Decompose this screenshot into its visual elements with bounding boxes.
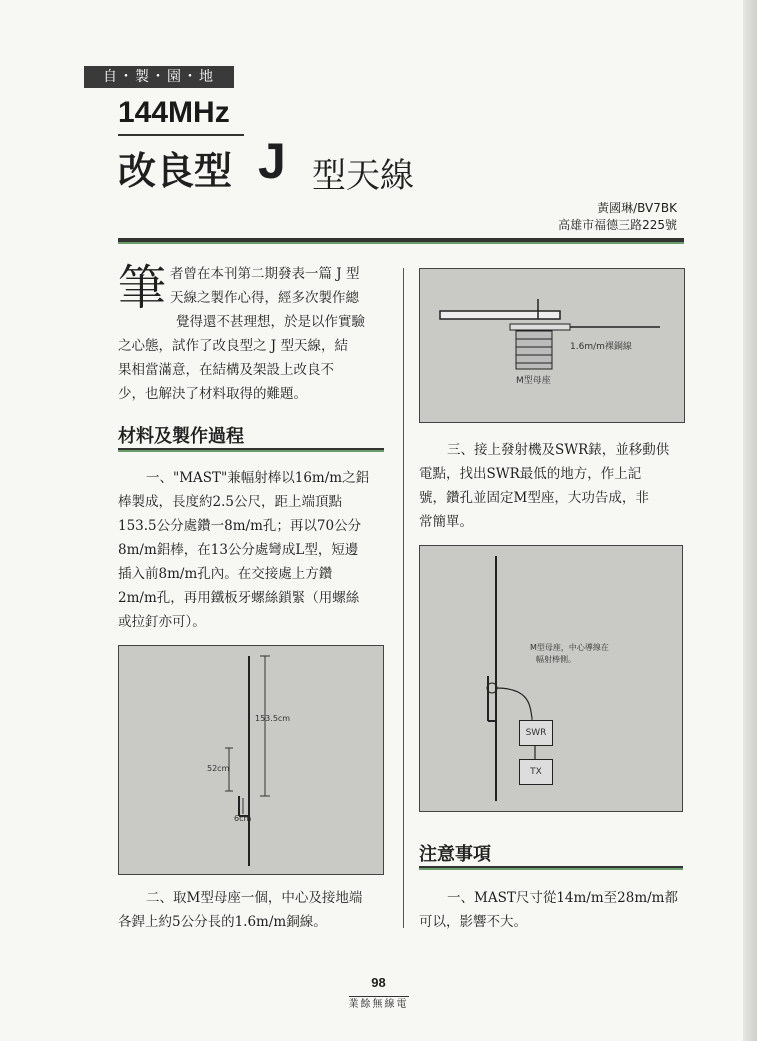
magazine-name-text: 業餘無線電: [349, 996, 409, 1010]
antenna-drawing: [119, 646, 383, 874]
coax-cable: [496, 688, 532, 718]
para-line: 常簡單。: [419, 514, 473, 530]
title-prefix: 改良型: [118, 149, 233, 193]
intro-line: 者曾在本刊第二期發表一篇 J 型: [170, 266, 360, 282]
intro-lines-indented: [170, 262, 384, 310]
intro-line: 天線之製作心得，經多次製作總: [170, 290, 359, 306]
materials-paragraph: [118, 466, 384, 634]
para-line: 2m/m孔，再用鐵板牙螺絲鎖緊（用螺絲: [118, 590, 360, 606]
intro-lines-full: [118, 334, 384, 406]
para-line: 8m/m鋁棒，在13公分處彎成L型，短邊: [118, 542, 359, 558]
para-line: 或拉釘亦可）。: [118, 614, 206, 630]
para-line: 153.5公分處鑽一8m/m孔；再以70公分: [118, 518, 362, 534]
para-line: 棒製成，長度約2.5公尺，距上端頂點: [118, 494, 342, 510]
feed-note-line: 幅射棒側。: [536, 655, 576, 664]
drop-cap: 筆: [118, 260, 167, 316]
para-line: 電點，找出SWR最低的地方，作上記: [419, 466, 642, 482]
intro-line: 果相當滿意，在結構及架設上改良不: [118, 362, 334, 378]
label-m-socket: M型母座: [516, 376, 551, 386]
figure-socket-detail: [419, 268, 685, 423]
feed-note-line: M型母座，中心導線在: [530, 643, 609, 652]
intro-line: 少，也解決了材料取得的難題。: [118, 386, 307, 402]
para-line: 二、取M型母座一個，中心及接地端: [146, 890, 363, 906]
author-block: [558, 200, 677, 234]
feed-note: [530, 642, 609, 666]
intro-line-3: 覺得還不甚理想，於是以作實驗: [176, 314, 365, 330]
intro-line: 之心態，試作了改良型之 J 型天線，結: [118, 338, 348, 354]
notes-paragraph: [419, 886, 685, 934]
label-52cm: 52cm: [207, 764, 230, 773]
section-rule: [118, 448, 384, 452]
section-rule: [419, 866, 683, 870]
section-title-notes: 注意事項: [419, 844, 491, 865]
label-153-5cm: 153.5cm: [255, 714, 291, 723]
header-divider: [118, 238, 684, 244]
title-underline: [118, 134, 244, 136]
title-j-letter: J: [258, 133, 286, 189]
column-divider: [403, 268, 404, 928]
figure-swr-setup: [419, 545, 683, 812]
section-title-materials: 材料及製作過程: [118, 426, 244, 447]
page-number: 98: [371, 975, 386, 990]
socket-plate: [510, 324, 570, 330]
tx-box: TX: [519, 759, 553, 785]
title-suffix: 型天線: [312, 156, 414, 196]
para-line: 可以，影響不大。: [419, 914, 527, 930]
title-frequency: 144MHz: [118, 96, 230, 129]
author-address: 高雄市福德三路225號: [558, 218, 677, 232]
swr-box: SWR: [519, 720, 553, 746]
figure-antenna-dimensions: [118, 645, 384, 875]
para-line: 一、"MAST"兼幅射棒以16m/m之鋁: [146, 470, 370, 486]
tuning-paragraph: [419, 438, 685, 534]
para-line: 號，鑽孔並固定M型座，大功告成，非: [419, 490, 649, 506]
magazine-name: [0, 995, 757, 1010]
para-line: 插入前8m/m孔內。在交接處上方鑽: [118, 566, 333, 582]
socket-paragraph: [118, 886, 384, 934]
label-6cm: 6cm: [234, 814, 252, 823]
author-name: 黃國琳/BV7BK: [597, 201, 677, 215]
para-line: 三、接上發射機及SWR錶，並移動供: [447, 442, 670, 458]
label-copper-wire: 1.6m/m裸銅線: [570, 342, 632, 352]
para-line: 一、MAST尺寸從14m/m至28m/m都: [447, 890, 678, 906]
aluminum-rod: [440, 311, 560, 319]
category-tag: 自・製・園・地: [84, 66, 234, 88]
para-line: 各銲上約5公分長的1.6m/m銅線。: [118, 914, 327, 930]
socket-drawing: [420, 269, 684, 422]
page-edge: [743, 0, 757, 1041]
